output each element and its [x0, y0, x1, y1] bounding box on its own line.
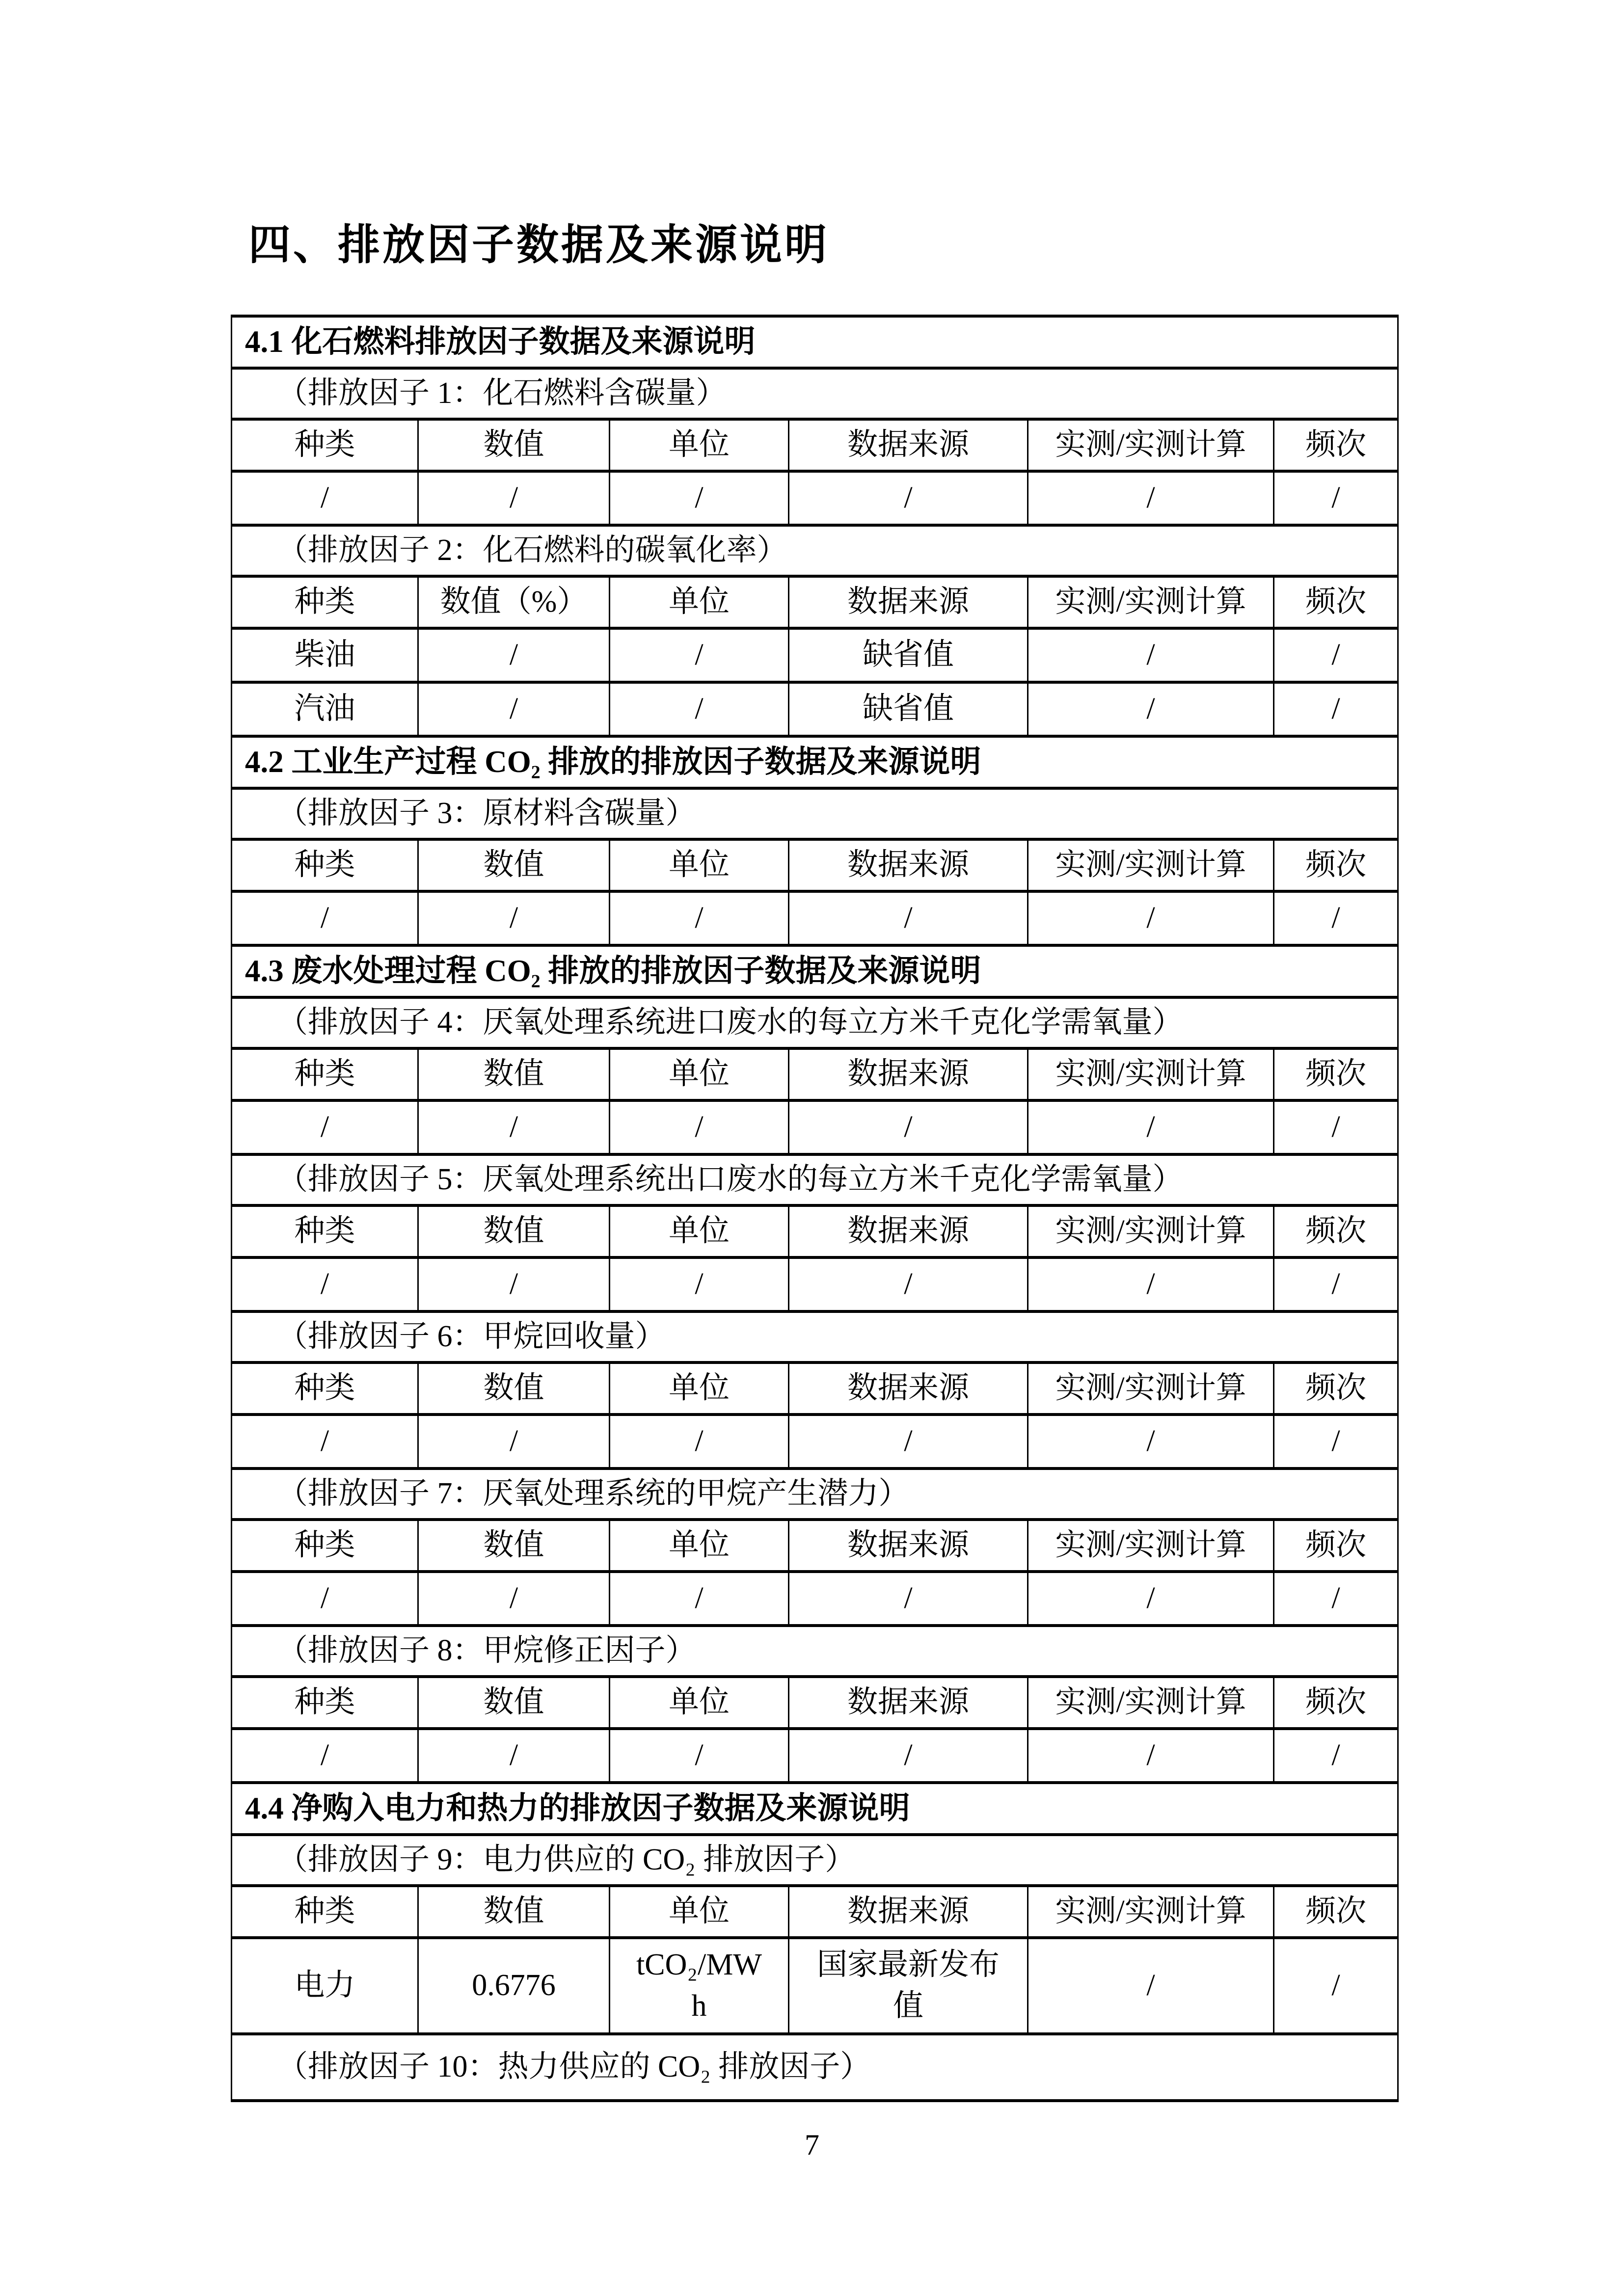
- column-header-cell: [418, 839, 610, 891]
- column-header-cell: [1274, 1205, 1398, 1257]
- cell-text: /: [1331, 1581, 1340, 1615]
- cell-text: 单位: [668, 848, 730, 882]
- cell-text: 单位: [668, 1895, 730, 1928]
- data-cell: [232, 1257, 418, 1311]
- table-row-data: [232, 682, 1398, 736]
- cell-text: /: [1146, 1581, 1155, 1615]
- cell-text: /: [1331, 1424, 1340, 1458]
- cell-text: /: [320, 901, 329, 935]
- column-header-cell: [1274, 839, 1398, 891]
- table-row-label: [232, 525, 1398, 576]
- cell-text: 种类: [294, 1895, 355, 1928]
- table-row-label: [232, 1468, 1398, 1520]
- cell-text: 实测/实测计算: [1055, 1214, 1246, 1248]
- page-title: 四、排放因子数据及来源说明: [248, 221, 829, 268]
- data-cell: [418, 628, 610, 682]
- table-row-data: [232, 891, 1398, 945]
- table-row-data: [232, 1257, 1398, 1311]
- table-row-section: [232, 945, 1398, 997]
- column-header-cell: [232, 1048, 418, 1100]
- column-header-cell: [610, 1677, 789, 1729]
- table-row-section: [232, 316, 1398, 368]
- column-header-cell: [1274, 419, 1398, 471]
- cell-text: /: [695, 1110, 704, 1144]
- data-cell: [1028, 471, 1274, 525]
- table-row-lastlabel: [232, 2034, 1398, 2101]
- data-cell: [610, 1257, 789, 1311]
- cell-text: /: [904, 1738, 913, 1772]
- data-cell: [789, 471, 1028, 525]
- cell-text: /: [904, 1424, 913, 1458]
- cell-text: /: [904, 1581, 913, 1615]
- cell-text: /: [695, 1267, 704, 1301]
- cell-text: 频次: [1305, 1371, 1367, 1405]
- cell-text: /: [509, 1738, 518, 1772]
- cell-text: 数值: [483, 848, 544, 882]
- column-header-cell: [1274, 1520, 1398, 1572]
- data-cell: [418, 682, 610, 736]
- data-cell: [232, 682, 418, 736]
- data-cell: [1028, 1572, 1274, 1626]
- factor-label-cell: （排放因子 2：化石燃料的碳氧化率）: [232, 525, 1398, 576]
- cell-text: 数据来源: [847, 1895, 969, 1928]
- table-row-header: [232, 1886, 1398, 1938]
- factor-label-cell: （排放因子 9：电力供应的 CO₂ 排放因子）: [232, 1835, 1398, 1886]
- data-cell: [1028, 682, 1274, 736]
- column-header-cell: [418, 1205, 610, 1257]
- table-row-label: [232, 997, 1398, 1048]
- cell-text: 数据来源: [847, 1057, 969, 1091]
- cell-text: 汽油: [294, 692, 355, 726]
- data-cell: [1274, 1100, 1398, 1154]
- cell-text: 种类: [294, 585, 355, 619]
- cell-text: 实测/实测计算: [1055, 428, 1246, 462]
- column-header-cell: [418, 419, 610, 471]
- cell-text: 实测/实测计算: [1055, 848, 1246, 882]
- cell-text: 实测/实测计算: [1055, 1685, 1246, 1719]
- data-cell: [1274, 628, 1398, 682]
- table-row-header: [232, 576, 1398, 628]
- cell-text: 数据来源: [847, 1214, 969, 1248]
- factor-label-cell: （排放因子 7：厌氧处理系统的甲烷产生潜力）: [232, 1468, 1398, 1520]
- column-header-cell: [1028, 839, 1274, 891]
- cell-text: 数值: [483, 428, 544, 462]
- cell-text: 频次: [1305, 1685, 1367, 1719]
- cell-text: /: [1146, 1738, 1155, 1772]
- cell-text: 电力: [294, 1969, 355, 2002]
- data-cell: [232, 891, 418, 945]
- data-cell: [232, 628, 418, 682]
- column-header-cell: [418, 1886, 610, 1938]
- cell-text: 种类: [294, 1371, 355, 1405]
- cell-text: 单位: [668, 1685, 730, 1719]
- cell-text: 实测/实测计算: [1055, 1371, 1246, 1405]
- cell-text: 数据来源: [847, 585, 969, 619]
- data-cell: [418, 1100, 610, 1154]
- column-header-cell: [1274, 1677, 1398, 1729]
- cell-text: /: [695, 1424, 704, 1458]
- cell-text: 实测/实测计算: [1055, 1528, 1246, 1562]
- data-cell: [610, 1415, 789, 1468]
- cell-text: /: [320, 1267, 329, 1301]
- cell-text: /: [1146, 638, 1155, 672]
- column-header-cell: [789, 1205, 1028, 1257]
- data-cell: [1028, 1729, 1274, 1783]
- factor-label-cell: （排放因子 8：甲烷修正因子）: [232, 1626, 1398, 1677]
- data-cell: [232, 471, 418, 525]
- column-header-cell: [610, 576, 789, 628]
- column-header-cell: [789, 1677, 1028, 1729]
- cell-text: 频次: [1305, 1214, 1367, 1248]
- column-header-cell: [232, 1362, 418, 1415]
- section-header-cell: 4.2 工业生产过程 CO₂ 排放的排放因子数据及来源说明: [232, 736, 1398, 788]
- data-cell: [610, 1572, 789, 1626]
- cell-text: 柴油: [294, 638, 355, 672]
- data-cell: [610, 471, 789, 525]
- data-cell: [610, 682, 789, 736]
- table-row-label: [232, 788, 1398, 839]
- data-cell: [789, 628, 1028, 682]
- cell-text: /: [320, 481, 329, 515]
- cell-text: 种类: [294, 1528, 355, 1562]
- cell-text: 单位: [668, 1528, 730, 1562]
- data-cell: [418, 1415, 610, 1468]
- column-header-cell: [232, 1205, 418, 1257]
- column-header-cell: [418, 576, 610, 628]
- factor-label-cell: （排放因子 3：原材料含碳量）: [232, 788, 1398, 839]
- cell-text: /: [320, 1110, 329, 1144]
- column-header-cell: [418, 1048, 610, 1100]
- table-row-data: [232, 1100, 1398, 1154]
- cell-text: /: [320, 1424, 329, 1458]
- cell-text: 实测/实测计算: [1055, 1895, 1246, 1928]
- cell-text: /: [509, 692, 518, 726]
- factor-label-cell: （排放因子 4：厌氧处理系统进口废水的每立方米千克化学需氧量）: [232, 997, 1398, 1048]
- cell-text: 频次: [1305, 1057, 1367, 1091]
- factor-label-cell: （排放因子 5：厌氧处理系统出口废水的每立方米千克化学需氧量）: [232, 1154, 1398, 1205]
- data-cell: [1028, 1100, 1274, 1154]
- column-header-cell: [789, 419, 1028, 471]
- cell-text: 数据来源: [847, 848, 969, 882]
- cell-text: /: [904, 1267, 913, 1301]
- column-header-cell: [1028, 1886, 1274, 1938]
- section-header-cell: 4.4 净购入电力和热力的排放因子数据及来源说明: [232, 1783, 1398, 1835]
- column-header-cell: [418, 1520, 610, 1572]
- cell-text: 数值: [483, 1528, 544, 1562]
- cell-text: 单位: [668, 1371, 730, 1405]
- data-cell: [789, 1938, 1028, 2034]
- data-cell: [789, 1100, 1028, 1154]
- cell-text: /: [1331, 481, 1340, 515]
- data-cell: [232, 1100, 418, 1154]
- section-header-cell: 4.1 化石燃料排放因子数据及来源说明: [232, 316, 1398, 368]
- table-row-data: [232, 1415, 1398, 1468]
- table-row-label: [232, 1154, 1398, 1205]
- factor-label-cell: （排放因子 1：化石燃料含碳量）: [232, 368, 1398, 419]
- data-cell: [610, 1729, 789, 1783]
- data-cell: [1028, 628, 1274, 682]
- cell-text: /: [1146, 481, 1155, 515]
- table-row-elec: [232, 1938, 1398, 2034]
- emission-factor-table-body: [232, 316, 1398, 2101]
- cell-text: /: [320, 1738, 329, 1772]
- data-cell: [418, 891, 610, 945]
- table-row-header: [232, 1520, 1398, 1572]
- table-row-header: [232, 1205, 1398, 1257]
- cell-text: /: [509, 1267, 518, 1301]
- cell-text: /: [1331, 1267, 1340, 1301]
- column-header-cell: [789, 1886, 1028, 1938]
- data-cell: [232, 1938, 418, 2034]
- data-cell: [418, 1729, 610, 1783]
- data-cell: [789, 1572, 1028, 1626]
- cell-text: /: [1331, 1969, 1340, 2002]
- data-cell: [610, 1100, 789, 1154]
- column-header-cell: [232, 1677, 418, 1729]
- section-header-cell: 4.3 废水处理过程 CO₂ 排放的排放因子数据及来源说明: [232, 945, 1398, 997]
- cell-text: 数据来源: [847, 428, 969, 462]
- column-header-cell: [610, 1520, 789, 1572]
- column-header-cell: [1028, 576, 1274, 628]
- column-header-cell: [1274, 1048, 1398, 1100]
- cell-text: /: [509, 1424, 518, 1458]
- cell-text: 数据来源: [847, 1528, 969, 1562]
- table-row-section: [232, 1783, 1398, 1835]
- table-row-label: [232, 1835, 1398, 1886]
- data-cell: [610, 628, 789, 682]
- cell-text: /: [509, 901, 518, 935]
- column-header-cell: [232, 1886, 418, 1938]
- data-cell: [1274, 1572, 1398, 1626]
- factor-label-cell: （排放因子 6：甲烷回收量）: [232, 1311, 1398, 1362]
- data-cell: [1274, 1938, 1398, 2034]
- column-header-cell: [418, 1677, 610, 1729]
- cell-text: 种类: [294, 428, 355, 462]
- cell-text: /: [509, 1581, 518, 1615]
- cell-text: /: [509, 638, 518, 672]
- cell-text: 种类: [294, 1214, 355, 1248]
- column-header-cell: [1028, 1362, 1274, 1415]
- emission-factor-table: [231, 315, 1399, 2102]
- cell-text: /: [1146, 692, 1155, 726]
- cell-text: 实测/实测计算: [1055, 1057, 1246, 1091]
- column-header-cell: [1028, 419, 1274, 471]
- table-row-header: [232, 839, 1398, 891]
- cell-text: /: [1146, 901, 1155, 935]
- factor-label-cell: （排放因子 10：热力供应的 CO₂ 排放因子）: [232, 2034, 1398, 2101]
- column-header-cell: [1028, 1520, 1274, 1572]
- column-header-cell: [789, 1048, 1028, 1100]
- column-header-cell: [232, 576, 418, 628]
- cell-text: 实测/实测计算: [1055, 585, 1246, 619]
- data-cell: [1274, 471, 1398, 525]
- column-header-cell: [1274, 1886, 1398, 1938]
- page-number: 7: [805, 2129, 819, 2161]
- cell-text: 种类: [294, 848, 355, 882]
- column-header-cell: [1028, 1205, 1274, 1257]
- data-cell: [1028, 1938, 1274, 2034]
- column-header-cell: [418, 1362, 610, 1415]
- table-row-section: [232, 736, 1398, 788]
- table-row-label: [232, 1311, 1398, 1362]
- cell-text: /: [320, 1581, 329, 1615]
- column-header-cell: [610, 1362, 789, 1415]
- cell-text: 数值（%）: [440, 585, 588, 619]
- table-row-header: [232, 419, 1398, 471]
- table-row-header: [232, 1677, 1398, 1729]
- cell-text: 缺省值: [862, 638, 954, 672]
- cell-text: 频次: [1305, 848, 1367, 882]
- cell-text: /: [904, 901, 913, 935]
- column-header-cell: [232, 839, 418, 891]
- cell-text: 数值: [483, 1214, 544, 1248]
- data-cell: [418, 1938, 610, 2034]
- cell-text: 国家最新发布值: [816, 1948, 1000, 2023]
- table-row-data: [232, 628, 1398, 682]
- cell-text: 0.6776: [472, 1969, 556, 2002]
- cell-text: /: [1146, 1424, 1155, 1458]
- data-cell: [789, 891, 1028, 945]
- cell-text: /: [509, 481, 518, 515]
- cell-text: 数值: [483, 1057, 544, 1091]
- data-cell: [1028, 1257, 1274, 1311]
- data-cell: [789, 682, 1028, 736]
- cell-text: 数值: [483, 1685, 544, 1719]
- table-row-label: [232, 368, 1398, 419]
- column-header-cell: [789, 576, 1028, 628]
- column-header-cell: [232, 1520, 418, 1572]
- table-row-data: [232, 471, 1398, 525]
- cell-text: 单位: [668, 1214, 730, 1248]
- data-cell: [1274, 1415, 1398, 1468]
- cell-text: /: [509, 1110, 518, 1144]
- column-header-cell: [610, 1205, 789, 1257]
- cell-text: 数值: [483, 1371, 544, 1405]
- cell-text: /: [1146, 1267, 1155, 1301]
- cell-text: 数据来源: [847, 1685, 969, 1719]
- data-cell: [789, 1415, 1028, 1468]
- column-header-cell: [789, 839, 1028, 891]
- table-row-header: [232, 1362, 1398, 1415]
- cell-text: 数据来源: [847, 1371, 969, 1405]
- column-header-cell: [610, 1886, 789, 1938]
- column-header-cell: [610, 1048, 789, 1100]
- data-cell: [1274, 682, 1398, 736]
- cell-text: 频次: [1305, 428, 1367, 462]
- cell-text: 单位: [668, 1057, 730, 1091]
- column-header-cell: [1028, 1677, 1274, 1729]
- cell-text: /: [695, 1738, 704, 1772]
- cell-text: /: [1331, 1110, 1340, 1144]
- cell-text: /: [695, 692, 704, 726]
- cell-text: /: [1331, 692, 1340, 726]
- data-cell: [418, 1572, 610, 1626]
- cell-text: 数值: [483, 1895, 544, 1928]
- cell-text: /: [695, 901, 704, 935]
- column-header-cell: [1274, 576, 1398, 628]
- data-cell: [789, 1729, 1028, 1783]
- cell-text: /: [1331, 1738, 1340, 1772]
- data-cell: [1274, 1729, 1398, 1783]
- cell-text: /: [1146, 1969, 1155, 2002]
- cell-text: 单位: [668, 428, 730, 462]
- table-row-header: [232, 1048, 1398, 1100]
- data-cell: [1028, 1415, 1274, 1468]
- data-cell: [610, 891, 789, 945]
- table-row-label: [232, 1626, 1398, 1677]
- cell-text: /: [695, 638, 704, 672]
- data-cell: [418, 471, 610, 525]
- data-cell: [610, 1938, 789, 2034]
- data-cell: [418, 1257, 610, 1311]
- data-cell: [1274, 891, 1398, 945]
- column-header-cell: [789, 1520, 1028, 1572]
- column-header-cell: [232, 419, 418, 471]
- cell-text: /: [904, 1110, 913, 1144]
- cell-text: /: [904, 481, 913, 515]
- column-header-cell: [1274, 1362, 1398, 1415]
- cell-text: /: [695, 481, 704, 515]
- column-header-cell: [610, 839, 789, 891]
- data-cell: [789, 1257, 1028, 1311]
- cell-text: tCO₂/MWh: [636, 1948, 762, 2023]
- data-cell: [232, 1572, 418, 1626]
- column-header-cell: [789, 1362, 1028, 1415]
- table-row-data: [232, 1572, 1398, 1626]
- cell-text: 频次: [1305, 585, 1367, 619]
- cell-text: 种类: [294, 1057, 355, 1091]
- cell-text: 频次: [1305, 1895, 1367, 1928]
- column-header-cell: [1028, 1048, 1274, 1100]
- table-row-data: [232, 1729, 1398, 1783]
- cell-text: 单位: [668, 585, 730, 619]
- cell-text: 缺省值: [862, 692, 954, 726]
- cell-text: /: [1146, 1110, 1155, 1144]
- data-cell: [232, 1729, 418, 1783]
- cell-text: /: [695, 1581, 704, 1615]
- cell-text: /: [1331, 901, 1340, 935]
- cell-text: 种类: [294, 1685, 355, 1719]
- cell-text: /: [1331, 638, 1340, 672]
- data-cell: [232, 1415, 418, 1468]
- column-header-cell: [610, 419, 789, 471]
- data-cell: [1274, 1257, 1398, 1311]
- data-cell: [1028, 891, 1274, 945]
- cell-text: 频次: [1305, 1528, 1367, 1562]
